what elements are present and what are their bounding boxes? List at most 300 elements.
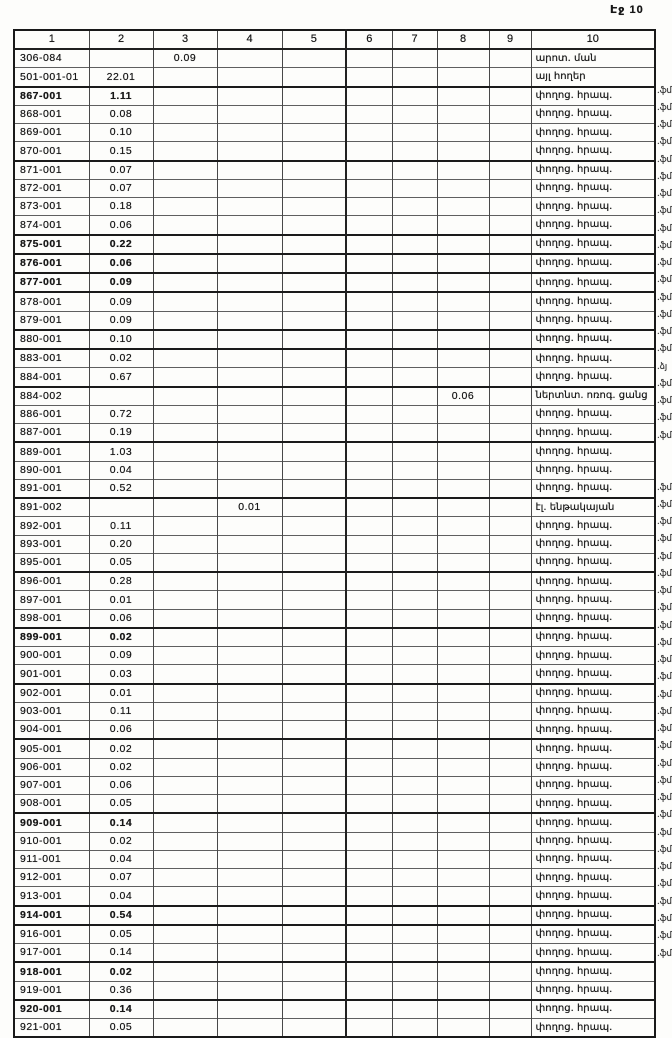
value-cell bbox=[346, 758, 392, 776]
table-row bbox=[14, 813, 655, 832]
value-cell bbox=[217, 739, 282, 758]
land-type-cell: փողոց. հրապ. bbox=[531, 702, 655, 720]
land-type-cell: փողոց. հրապ. bbox=[531, 572, 655, 591]
value-cell bbox=[437, 179, 489, 197]
value-cell bbox=[392, 684, 437, 703]
value-cell bbox=[217, 832, 282, 850]
value-cell bbox=[282, 609, 346, 628]
value-cell bbox=[217, 68, 282, 87]
value-cell bbox=[392, 198, 437, 216]
value-cell bbox=[346, 349, 392, 368]
parcel-code-cell: 908-001 bbox=[14, 795, 89, 814]
value-cell bbox=[489, 292, 531, 311]
value-cell bbox=[489, 87, 531, 106]
value-cell bbox=[346, 461, 392, 479]
table-row bbox=[14, 776, 655, 794]
edge-fragment: .ֆմ bbox=[657, 862, 672, 873]
value-cell bbox=[392, 702, 437, 720]
land-type-cell: փողոց. հրապ. bbox=[531, 349, 655, 368]
value-cell bbox=[489, 572, 531, 591]
table-row bbox=[14, 161, 655, 180]
value-cell bbox=[89, 498, 153, 517]
edge-fragment: .ֆմ bbox=[657, 85, 672, 96]
table-row bbox=[14, 461, 655, 479]
value-cell bbox=[282, 311, 346, 330]
value-cell bbox=[346, 665, 392, 684]
col-header-7: 7 bbox=[392, 30, 437, 49]
col-header-1: 1 bbox=[14, 30, 89, 49]
value-cell bbox=[489, 702, 531, 720]
value-cell bbox=[346, 498, 392, 517]
value-cell bbox=[346, 105, 392, 123]
value-cell bbox=[346, 142, 392, 161]
value-cell bbox=[392, 517, 437, 535]
value-cell bbox=[489, 1019, 531, 1038]
value-cell bbox=[346, 311, 392, 330]
value-cell bbox=[282, 105, 346, 123]
value-cell bbox=[153, 1019, 217, 1038]
edge-fragment: .ֆմ bbox=[657, 275, 672, 286]
edge-fragment: .ֆմ bbox=[657, 672, 672, 683]
land-type-cell: փողոց. հրապ. bbox=[531, 850, 655, 868]
parcel-code-cell: 877-001 bbox=[14, 273, 89, 292]
value-cell bbox=[282, 216, 346, 235]
parcel-code-cell: 874-001 bbox=[14, 216, 89, 235]
value-cell bbox=[392, 479, 437, 498]
value-cell bbox=[346, 161, 392, 180]
value-cell bbox=[153, 535, 217, 553]
land-type-cell: փողոց. հրապ. bbox=[531, 405, 655, 423]
value-cell bbox=[392, 461, 437, 479]
land-type-cell: փողոց. հրապ. bbox=[531, 906, 655, 925]
value-cell bbox=[392, 405, 437, 423]
value-cell bbox=[392, 1000, 437, 1019]
value-cell bbox=[153, 832, 217, 850]
value-cell bbox=[437, 68, 489, 87]
value-cell bbox=[153, 925, 217, 944]
value-cell: 0.14 bbox=[89, 944, 153, 963]
value-cell bbox=[489, 198, 531, 216]
table-row bbox=[14, 424, 655, 443]
value-cell bbox=[489, 424, 531, 443]
value-cell bbox=[153, 198, 217, 216]
value-cell bbox=[437, 1019, 489, 1038]
value-cell: 0.08 bbox=[89, 105, 153, 123]
value-cell: 0.02 bbox=[89, 349, 153, 368]
land-type-cell: փողոց. հրապ. bbox=[531, 628, 655, 647]
value-cell bbox=[217, 684, 282, 703]
land-type-cell: փողոց. հրապ. bbox=[531, 647, 655, 665]
edge-fragment: .ֆմ bbox=[657, 741, 672, 752]
value-cell bbox=[489, 235, 531, 254]
value-cell bbox=[437, 758, 489, 776]
value-cell: 0.02 bbox=[89, 628, 153, 647]
parcel-code-cell: 913-001 bbox=[14, 887, 89, 906]
col-header-6: 6 bbox=[346, 30, 392, 49]
land-type-cell: փողոց. հրապ. bbox=[531, 124, 655, 142]
value-cell bbox=[489, 535, 531, 553]
value-cell bbox=[346, 832, 392, 850]
value-cell bbox=[217, 962, 282, 981]
value-cell bbox=[489, 647, 531, 665]
value-cell: 0.22 bbox=[89, 235, 153, 254]
value-cell bbox=[217, 442, 282, 461]
value-cell bbox=[282, 161, 346, 180]
edge-fragment: .ֆմ bbox=[657, 706, 672, 717]
land-type-cell: փողոց. հրապ. bbox=[531, 869, 655, 887]
value-cell bbox=[282, 628, 346, 647]
value-cell bbox=[217, 368, 282, 387]
value-cell bbox=[489, 665, 531, 684]
value-cell: 0.14 bbox=[89, 813, 153, 832]
table-row bbox=[14, 628, 655, 647]
edge-fragment: .ֆմ bbox=[657, 292, 672, 303]
value-cell bbox=[392, 68, 437, 87]
col-header-10: 10 bbox=[531, 30, 655, 49]
table-row bbox=[14, 311, 655, 330]
value-cell bbox=[153, 647, 217, 665]
table-row bbox=[14, 1019, 655, 1038]
value-cell bbox=[437, 405, 489, 423]
value-cell bbox=[217, 628, 282, 647]
value-cell bbox=[437, 647, 489, 665]
value-cell bbox=[392, 311, 437, 330]
value-cell bbox=[282, 87, 346, 106]
value-cell bbox=[392, 124, 437, 142]
value-cell bbox=[217, 1000, 282, 1019]
edge-fragment: .ֆմ bbox=[657, 586, 672, 597]
land-type-cell: փողոց. հրապ. bbox=[531, 216, 655, 235]
value-cell bbox=[346, 795, 392, 814]
value-cell bbox=[346, 273, 392, 292]
value-cell bbox=[437, 368, 489, 387]
value-cell bbox=[392, 424, 437, 443]
value-cell bbox=[153, 311, 217, 330]
value-cell bbox=[437, 869, 489, 887]
value-cell bbox=[489, 887, 531, 906]
value-cell bbox=[489, 387, 531, 406]
table-row bbox=[14, 887, 655, 906]
value-cell bbox=[437, 944, 489, 963]
value-cell bbox=[282, 906, 346, 925]
edge-fragment: .ֆմ bbox=[657, 240, 672, 251]
value-cell bbox=[346, 235, 392, 254]
value-cell bbox=[153, 498, 217, 517]
value-cell bbox=[346, 609, 392, 628]
value-cell bbox=[217, 142, 282, 161]
value-cell bbox=[217, 850, 282, 868]
value-cell bbox=[282, 273, 346, 292]
land-type-cell: փողոց. հրապ. bbox=[531, 776, 655, 794]
value-cell bbox=[282, 832, 346, 850]
edge-fragment: .ֆմ bbox=[657, 568, 672, 579]
value-cell bbox=[437, 49, 489, 68]
value-cell bbox=[489, 349, 531, 368]
value-cell bbox=[282, 535, 346, 553]
value-cell bbox=[346, 572, 392, 591]
value-cell bbox=[153, 142, 217, 161]
table-row bbox=[14, 142, 655, 161]
value-cell bbox=[153, 517, 217, 535]
land-type-cell: փողոց. հրապ. bbox=[531, 665, 655, 684]
parcel-code-cell: 914-001 bbox=[14, 906, 89, 925]
parcel-code-cell: 921-001 bbox=[14, 1019, 89, 1038]
edge-fragment: .ֆմ bbox=[657, 413, 672, 424]
land-type-cell: փողոց. հրապ. bbox=[531, 962, 655, 981]
value-cell bbox=[392, 981, 437, 1000]
col-header-8: 8 bbox=[437, 30, 489, 49]
edge-fragment: .ֆմ bbox=[657, 154, 672, 165]
value-cell: 0.02 bbox=[89, 832, 153, 850]
value-cell bbox=[437, 832, 489, 850]
value-cell bbox=[489, 49, 531, 68]
value-cell bbox=[282, 349, 346, 368]
value-cell bbox=[489, 906, 531, 925]
land-type-cell: ներտնտ. ոռոգ. ցանց bbox=[531, 387, 655, 406]
value-cell: 0.54 bbox=[89, 906, 153, 925]
parcel-code-cell: 916-001 bbox=[14, 925, 89, 944]
value-cell bbox=[346, 49, 392, 68]
value-cell bbox=[489, 479, 531, 498]
value-cell bbox=[437, 498, 489, 517]
edge-fragment: .ֆմ bbox=[657, 120, 672, 131]
value-cell bbox=[489, 591, 531, 609]
value-cell: 0.18 bbox=[89, 198, 153, 216]
value-cell bbox=[489, 925, 531, 944]
value-cell bbox=[217, 387, 282, 406]
value-cell bbox=[392, 832, 437, 850]
value-cell bbox=[392, 925, 437, 944]
value-cell bbox=[153, 591, 217, 609]
edge-fragment: .ֆմ bbox=[657, 396, 672, 407]
parcel-code-cell: 910-001 bbox=[14, 832, 89, 850]
value-cell bbox=[217, 235, 282, 254]
edge-fragment: .ֆմ bbox=[657, 223, 672, 234]
value-cell bbox=[282, 461, 346, 479]
value-cell bbox=[437, 349, 489, 368]
value-cell bbox=[153, 962, 217, 981]
value-cell bbox=[437, 887, 489, 906]
value-cell bbox=[437, 813, 489, 832]
parcel-code-cell: 886-001 bbox=[14, 405, 89, 423]
value-cell bbox=[489, 216, 531, 235]
parcel-code-cell: 898-001 bbox=[14, 609, 89, 628]
table-row bbox=[14, 572, 655, 591]
value-cell bbox=[489, 254, 531, 273]
value-cell bbox=[489, 273, 531, 292]
value-cell bbox=[282, 721, 346, 740]
value-cell bbox=[392, 254, 437, 273]
parcel-code-cell: 902-001 bbox=[14, 684, 89, 703]
table-row bbox=[14, 216, 655, 235]
edge-fragment: .ֆմ bbox=[657, 603, 672, 614]
land-type-cell: փողոց. հրապ. bbox=[531, 368, 655, 387]
value-cell bbox=[437, 311, 489, 330]
value-cell bbox=[153, 553, 217, 572]
value-cell bbox=[153, 424, 217, 443]
value-cell bbox=[153, 776, 217, 794]
value-cell bbox=[346, 925, 392, 944]
value-cell bbox=[489, 124, 531, 142]
header-row bbox=[14, 30, 655, 49]
value-cell bbox=[346, 387, 392, 406]
value-cell bbox=[217, 925, 282, 944]
value-cell bbox=[437, 442, 489, 461]
value-cell bbox=[153, 479, 217, 498]
value-cell bbox=[282, 758, 346, 776]
value-cell bbox=[153, 105, 217, 123]
value-cell bbox=[392, 368, 437, 387]
table-row bbox=[14, 553, 655, 572]
land-type-cell: այլ հողեր bbox=[531, 68, 655, 87]
edge-fragment: .ֆմ bbox=[657, 758, 672, 769]
land-type-cell: փողոց. հրապ. bbox=[531, 330, 655, 349]
value-cell bbox=[437, 776, 489, 794]
value-cell bbox=[153, 292, 217, 311]
value-cell bbox=[489, 68, 531, 87]
value-cell bbox=[282, 387, 346, 406]
table-row bbox=[14, 68, 655, 87]
value-cell bbox=[489, 850, 531, 868]
value-cell bbox=[217, 124, 282, 142]
value-cell bbox=[217, 273, 282, 292]
value-cell bbox=[346, 981, 392, 1000]
value-cell bbox=[346, 1000, 392, 1019]
value-cell bbox=[437, 87, 489, 106]
value-cell: 0.36 bbox=[89, 981, 153, 1000]
value-cell bbox=[346, 553, 392, 572]
value-cell bbox=[153, 161, 217, 180]
value-cell bbox=[392, 944, 437, 963]
edge-fragment: .ֆմ bbox=[657, 620, 672, 631]
value-cell bbox=[437, 739, 489, 758]
value-cell bbox=[153, 869, 217, 887]
table-row bbox=[14, 292, 655, 311]
edge-fragment: .ֆմ bbox=[657, 914, 672, 924]
value-cell bbox=[217, 665, 282, 684]
value-cell bbox=[346, 292, 392, 311]
value-cell bbox=[153, 216, 217, 235]
parcel-code-cell: 899-001 bbox=[14, 628, 89, 647]
parcel-code-cell: 889-001 bbox=[14, 442, 89, 461]
value-cell bbox=[153, 628, 217, 647]
land-type-cell: փողոց. հրապ. bbox=[531, 442, 655, 461]
value-cell bbox=[282, 368, 346, 387]
value-cell bbox=[153, 702, 217, 720]
table-row bbox=[14, 235, 655, 254]
value-cell bbox=[437, 1000, 489, 1019]
parcel-code-cell: 895-001 bbox=[14, 553, 89, 572]
value-cell bbox=[437, 850, 489, 868]
value-cell bbox=[392, 721, 437, 740]
value-cell bbox=[392, 609, 437, 628]
value-cell bbox=[437, 553, 489, 572]
value-cell: 0.06 bbox=[89, 254, 153, 273]
value-cell bbox=[346, 368, 392, 387]
value-cell bbox=[217, 944, 282, 963]
value-cell bbox=[346, 776, 392, 794]
table-row bbox=[14, 925, 655, 944]
parcel-code-cell: 907-001 bbox=[14, 776, 89, 794]
col-header-3: 3 bbox=[153, 30, 217, 49]
value-cell bbox=[437, 216, 489, 235]
value-cell bbox=[346, 887, 392, 906]
land-type-cell: փողոց. հրապ. bbox=[531, 105, 655, 123]
value-cell bbox=[346, 442, 392, 461]
value-cell bbox=[282, 292, 346, 311]
value-cell: 0.01 bbox=[89, 684, 153, 703]
value-cell bbox=[282, 68, 346, 87]
land-type-cell: փողոց. հրապ. bbox=[531, 944, 655, 963]
value-cell: 0.09 bbox=[89, 292, 153, 311]
value-cell bbox=[346, 479, 392, 498]
table-row bbox=[14, 87, 655, 106]
value-cell bbox=[392, 273, 437, 292]
land-type-cell: փողոց. հրապ. bbox=[531, 235, 655, 254]
value-cell bbox=[437, 628, 489, 647]
value-cell: 0.28 bbox=[89, 572, 153, 591]
value-cell: 0.07 bbox=[89, 869, 153, 887]
value-cell bbox=[153, 330, 217, 349]
parcel-code-cell: 900-001 bbox=[14, 647, 89, 665]
value-cell bbox=[489, 553, 531, 572]
land-type-cell: փողոց. հրապ. bbox=[531, 292, 655, 311]
edge-fragment: .ֆմ bbox=[657, 793, 672, 804]
edge-fragment: .ֆմ bbox=[657, 344, 672, 355]
value-cell bbox=[346, 721, 392, 740]
value-cell bbox=[392, 235, 437, 254]
edge-fragment: .ֆմ bbox=[657, 879, 672, 890]
value-cell bbox=[217, 179, 282, 197]
value-cell: 0.01 bbox=[89, 591, 153, 609]
land-type-cell: փողոց. հրապ. bbox=[531, 609, 655, 628]
parcel-code-cell: 903-001 bbox=[14, 702, 89, 720]
value-cell bbox=[153, 461, 217, 479]
land-type-cell: փողոց. հրապ. bbox=[531, 479, 655, 498]
page-number-label: Էջ 10 bbox=[610, 4, 644, 16]
table-row bbox=[14, 832, 655, 850]
value-cell bbox=[392, 962, 437, 981]
table-row bbox=[14, 405, 655, 423]
land-type-cell: փողոց. հրապ. bbox=[531, 535, 655, 553]
value-cell bbox=[489, 442, 531, 461]
value-cell bbox=[437, 572, 489, 591]
value-cell bbox=[346, 179, 392, 197]
value-cell bbox=[217, 887, 282, 906]
parcel-code-cell: 912-001 bbox=[14, 869, 89, 887]
value-cell bbox=[437, 517, 489, 535]
value-cell bbox=[153, 981, 217, 1000]
value-cell bbox=[392, 813, 437, 832]
value-cell: 0.72 bbox=[89, 405, 153, 423]
value-cell bbox=[346, 962, 392, 981]
parcel-code-cell: 873-001 bbox=[14, 198, 89, 216]
value-cell: 0.06 bbox=[437, 387, 489, 406]
col-header-5: 5 bbox=[282, 30, 346, 49]
value-cell bbox=[346, 684, 392, 703]
value-cell bbox=[489, 179, 531, 197]
value-cell bbox=[489, 311, 531, 330]
value-cell bbox=[217, 349, 282, 368]
value-cell bbox=[217, 553, 282, 572]
value-cell bbox=[392, 572, 437, 591]
value-cell bbox=[489, 739, 531, 758]
value-cell bbox=[217, 981, 282, 1000]
land-type-cell: էլ. ենթակայան bbox=[531, 498, 655, 517]
value-cell bbox=[437, 124, 489, 142]
table-row bbox=[14, 609, 655, 628]
land-type-cell: փողոց. հրապ. bbox=[531, 1000, 655, 1019]
